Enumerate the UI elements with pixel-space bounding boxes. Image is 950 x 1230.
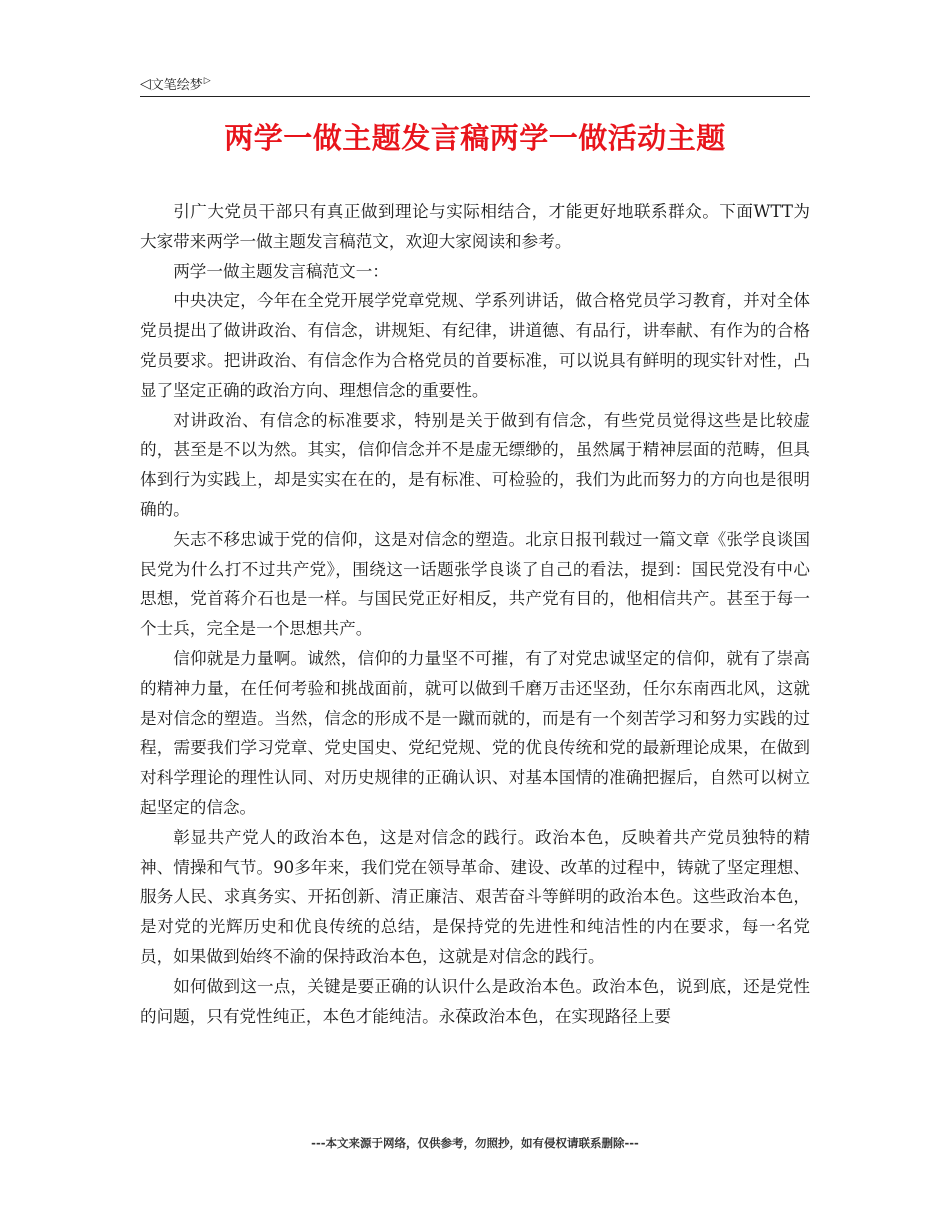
paragraph: 中央决定，今年在全党开展学党章党规、学系列讲话，做合格党员学习教育，并对全体党员提出了做讲政治、有信念，讲规矩、有纪律，讲道德、有品行，讲奉献、有作为的合格党员要求。把讲政治、有信念作为合格党员的首要标准，可以说具有鲜明的现实针对性，凸显了坚定正确的政治方向、理想信念的重要性。 xyxy=(140,291,810,400)
paragraph: 矢志不移忠诚于党的信仰，这是对信念的塑造。北京日报刊载过一篇文章《张学良谈国民党为什么打不过共产党》，围绕这一话题张学良谈了自己的看法，提到：国民党没有中心思想，党首蒋介石也是一样。与国民党正好相反，共产党有目的，他相信共产。甚至于每一个士兵，完全是一个思想共产。 xyxy=(140,529,810,639)
paragraph-intro: 引广大党员干部只有真正做到理论与实际相结合，才能更好地联系群众。下面WTT为大家带来两学一做主题发言稿范文，欢迎大家阅读和参考。 xyxy=(140,202,810,251)
footer-disclaimer: ---本文来源于网络，仅供参考，勿照抄，如有侵权请联系删除--- xyxy=(311,1136,639,1150)
paragraph: 如何做到这一点，关键是要正确的认识什么是政治本色。政治本色，说到底，还是党性的问题，只有党性纯正，本色才能纯洁。永葆政治本色，在实现路径上要 xyxy=(140,976,810,1026)
paragraph: 信仰就是力量啊。诚然，信仰的力量坚不可摧，有了对党忠诚坚定的信仰，就有了崇高的精神力量，在任何考验和挑战面前，就可以做到千磨万击还坚劲，任尔东南西北风，这就是对信念的塑造。当然，信念的形成不是一蹴而就的，而是有一个刻苦学习和努力实践的过程，需要我们学习党章、党史国史、党纪党规、党的优良传统和党的最新理论成果，在做到对科学理论的理性认同、对历史规律的正确认识、对基本国情的准确把握后，自然可以树立起坚定的信念。 xyxy=(140,648,810,817)
paragraph: 对讲政治、有信念的标准要求，特别是关于做到有信念，有些党员觉得这些是比较虚的，甚至是不以为然。其实，信仰信念并不是虚无缥缈的，虽然属于精神层面的范畴，但具体到行为实践上，却是实实在在的，是有标准、可检验的，我们为此而努力的方向也是很明确的。 xyxy=(140,410,810,519)
brand-label xyxy=(140,74,211,93)
page-header xyxy=(140,72,810,97)
left-triangle-icon: ◁ xyxy=(140,75,151,92)
document-body xyxy=(140,197,810,1031)
document-title: 两学一做主题发言稿两学一做活动主题 xyxy=(224,121,726,155)
paragraph-sample-heading: 两学一做主题发言稿范文一： xyxy=(173,261,389,281)
brand-name: 文笔绘梦 xyxy=(150,78,203,93)
right-triangle-icon: ▷ xyxy=(203,75,211,86)
paragraph: 彰显共产党人的政治本色，这是对信念的践行。政治本色，反映着共产党员独特的精神、情操和气节。90多年来，我们党在领导革命、建设、改革的过程中，铸就了坚定理想、服务人民、求真务实、开拓创新、清正廉洁、艰苦奋斗等鲜明的政治本色。这些政治本色，是对党的光辉历史和优良传统的总结，是保持党的先进性和纯洁性的内在要求，每一名党员，如果做到始终不渝的保持政治本色，这就是对信念的践行。 xyxy=(140,827,810,966)
